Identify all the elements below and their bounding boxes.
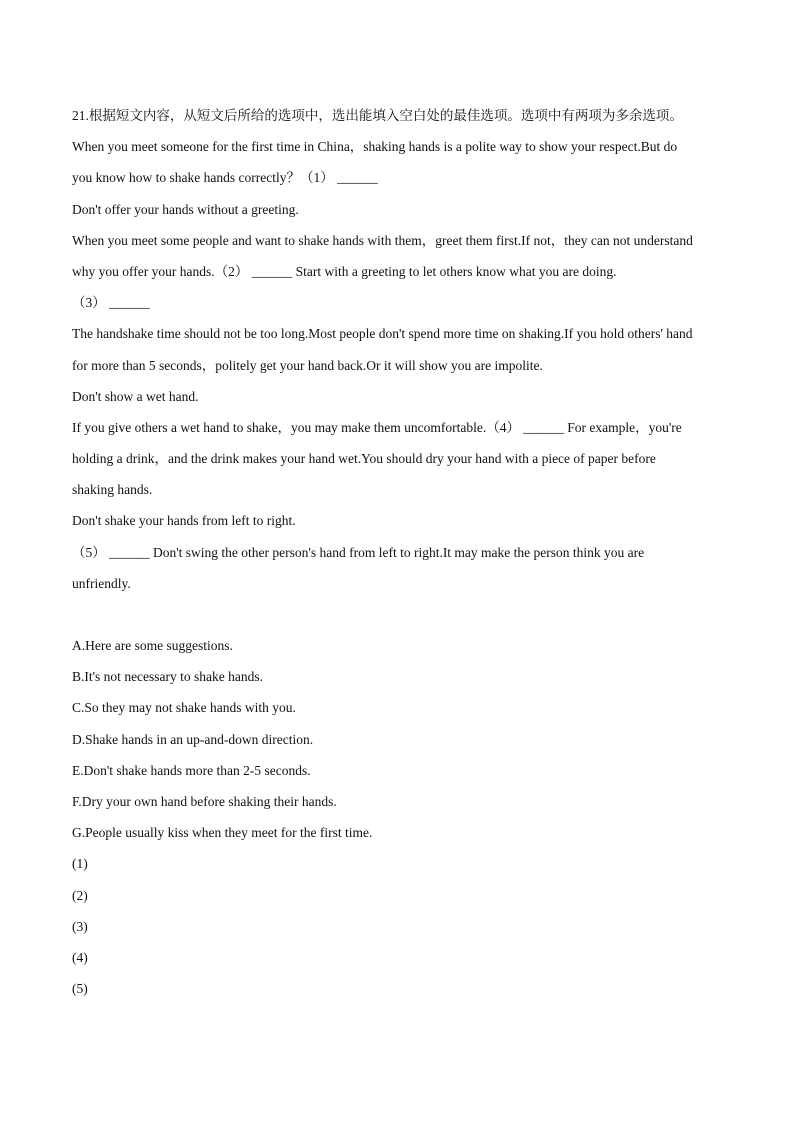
option-g: G.People usually kiss when they meet for the first time. <box>72 825 373 841</box>
answer-list <box>72 848 732 1004</box>
option-e: E.Don't shake hands more than 2-5 seconds. <box>72 762 311 778</box>
passage-line: （5） ______ Don't swing the other person's hand from left to right.It may make the person think you are <box>72 544 645 560</box>
answer-1: (1) <box>72 856 88 872</box>
passage-line: holding a drink，and the drink makes your hand wet.You should dry your hand with a piece of paper before <box>72 451 656 467</box>
answer-3: (3) <box>72 918 88 934</box>
option-a: A.Here are some suggestions. <box>72 638 233 653</box>
passage-line: unfriendly. <box>72 575 131 591</box>
passage-line: If you give others a wet hand to shake，you may make them uncomfortable.（4） ______ For example，you're <box>72 419 682 435</box>
passage-line: shaking hands. <box>72 482 153 498</box>
passage <box>72 131 732 599</box>
passage-line: When you meet some people and want to shake hands with them，greet them first.If not，they can not understand <box>72 232 693 248</box>
answer-2: (2) <box>72 887 88 903</box>
passage-line: When you meet someone for the first time in China，shaking hands is a polite way to show your respect.But do <box>72 139 678 155</box>
passage-line: Don't offer your hands without a greeting. <box>72 201 299 217</box>
passage-line: （3） ______ <box>72 295 150 311</box>
option-d: D.Shake hands in an up-and-down direction. <box>72 731 314 747</box>
passage-line: The handshake time should not be too long.Most people don't spend more time on shaking.If you hold others' hand <box>72 326 693 342</box>
section-gap <box>72 599 732 630</box>
question-21 <box>72 100 732 1004</box>
option-c: C.So they may not shake hands with you. <box>72 700 296 716</box>
option-f: F.Dry your own hand before shaking their hands. <box>72 793 337 809</box>
passage-line: Don't show a wet hand. <box>72 388 199 404</box>
passage-line: why you offer your hands.（2） ______ Start with a greeting to let others know what you are doing. <box>72 263 617 279</box>
options-list <box>72 630 732 848</box>
passage-line: for more than 5 seconds，politely get your hand back.Or it will show you are impolite. <box>72 357 543 373</box>
passage-line: Don't shake your hands from left to right. <box>72 513 296 529</box>
answer-4: (4) <box>72 949 88 965</box>
question-heading: 21.根据短文内容，从短文后所给的选项中，选出能填入空白处的最佳选项。选项中有两项为多余选项。 <box>72 108 683 123</box>
passage-line: you know how to shake hands correctly？（1） ______ <box>72 170 378 186</box>
option-b: B.It's not necessary to shake hands. <box>72 669 264 685</box>
answer-5: (5) <box>72 981 88 997</box>
